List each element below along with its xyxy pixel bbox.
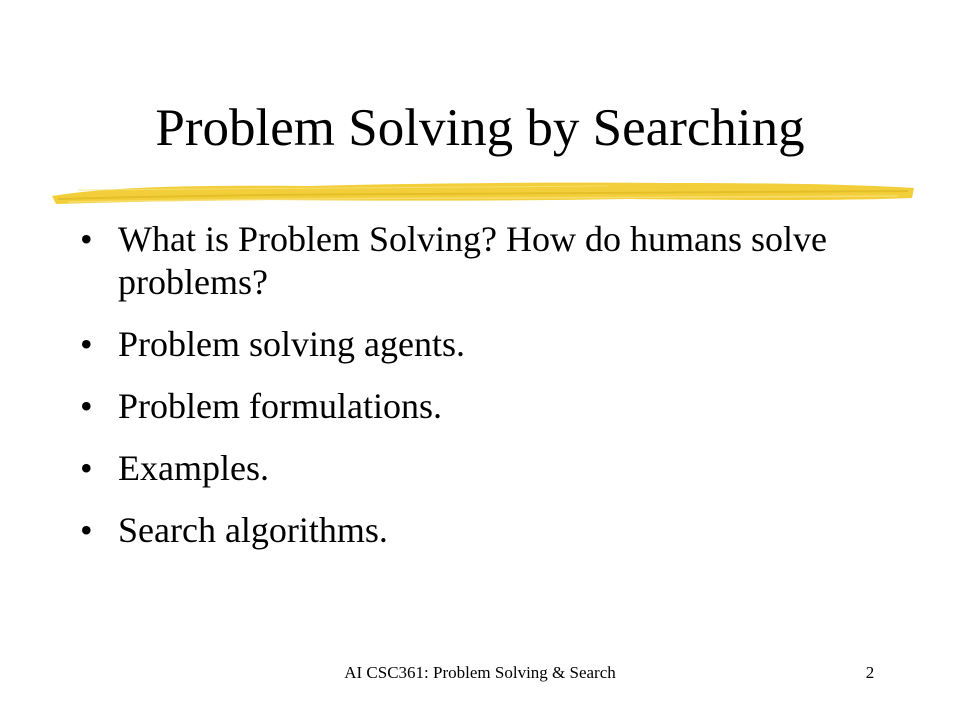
bullet-text: What is Problem Solving? How do humans solve problems? xyxy=(118,219,827,302)
bullet-marker: • xyxy=(80,324,93,364)
bullet-text: Problem formulations. xyxy=(118,386,442,426)
bullet-item xyxy=(80,385,900,428)
slide-title: Problem Solving by Searching xyxy=(155,99,805,157)
bullet-marker: • xyxy=(80,510,93,550)
bullet-item xyxy=(80,218,900,304)
bullet-text: Search algorithms. xyxy=(118,510,388,550)
bullet-list xyxy=(80,218,900,571)
footer-course-title: AI CSC361: Problem Solving & Search xyxy=(344,663,616,682)
bullet-text: Examples. xyxy=(118,448,269,488)
bullet-item xyxy=(80,447,900,490)
bullet-item xyxy=(80,323,900,366)
bullet-item xyxy=(80,509,900,552)
bullet-text: Problem solving agents. xyxy=(118,324,465,364)
bullet-marker: • xyxy=(80,219,93,259)
page-number: 2 xyxy=(865,663,875,682)
title-underline xyxy=(48,176,916,210)
bullet-marker: • xyxy=(80,386,93,426)
bullet-marker: • xyxy=(80,448,93,488)
